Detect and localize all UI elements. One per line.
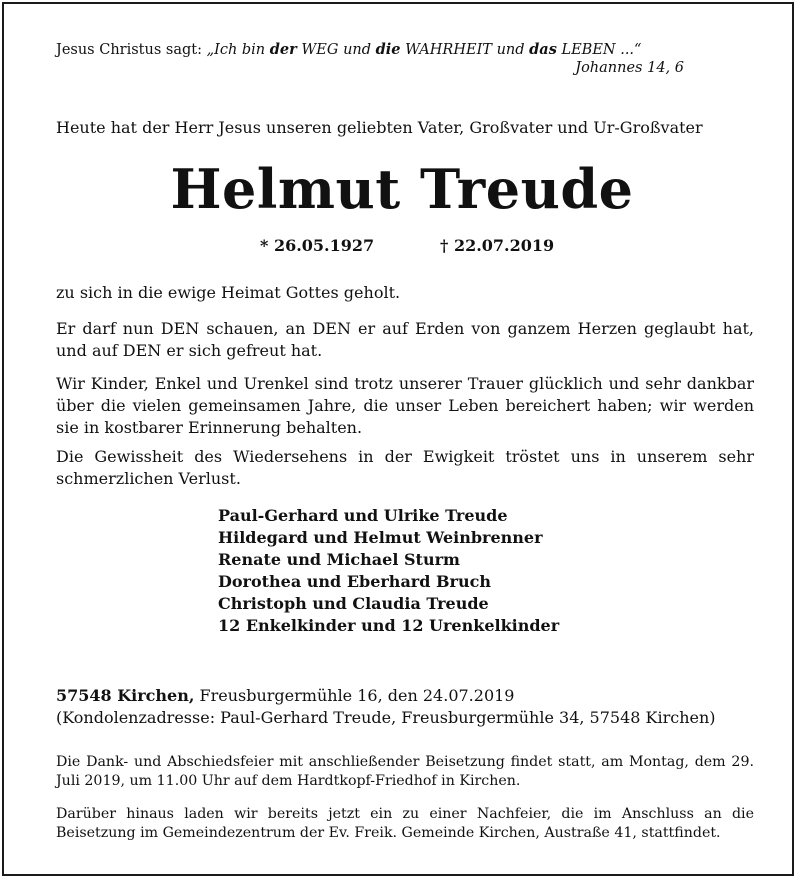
- quote-part3: WAHRHEIT und: [400, 42, 530, 58]
- quote-die: die: [375, 41, 401, 58]
- address-rest: Freusburgermühle 16, den 24.07.2019: [194, 686, 515, 705]
- quote-intro: Jesus Christus sagt:: [56, 42, 207, 58]
- bible-quote: [56, 40, 696, 60]
- quote-das: das: [529, 41, 557, 58]
- address-line: [56, 685, 754, 707]
- quote-der: der: [269, 41, 297, 58]
- deceased-name: Helmut Treude: [170, 157, 634, 221]
- birth-date: * 26.05.1927: [260, 236, 375, 255]
- intro-line: Heute hat der Herr Jesus unseren geliebten Vater, Großvater und Ur-Großvater: [56, 118, 703, 137]
- address-place: 57548 Kirchen,: [56, 686, 195, 705]
- signer: Renate und Michael Sturm: [218, 550, 460, 569]
- ceremony-info: Die Dank- und Abschiedsfeier mit anschließender Beisetzung findet statt, am Montag, dem 29. Juli 2019, um 11.00 Uhr auf dem Hardtkopf-Friedhof in Kirchen.: [56, 754, 754, 789]
- death-date: † 22.07.2019: [440, 236, 555, 255]
- signer: Paul-Gerhard und Ulrike Treude: [218, 506, 508, 525]
- afterparty-info: Darüber hinaus laden wir bereits jetzt ein zu einer Nachfeier, die im Anschluss an die Beisetzung im Gemeindezentrum der Ev. Freik. Gemeinde Kirchen, Austraße 41, stattfindet.: [56, 806, 754, 841]
- condolence-address: (Kondolenzadresse: Paul-Gerhard Treude, Freusburgermühle 34, 57548 Kirchen): [56, 708, 716, 727]
- signer: Christoph und Claudia Treude: [218, 594, 489, 613]
- signer: Dorothea und Eberhard Bruch: [218, 572, 491, 591]
- paragraph-1: zu sich in die ewige Heimat Gottes geholt.: [56, 283, 401, 302]
- obituary-notice: [2, 2, 794, 876]
- quote-part1: „Ich bin: [206, 42, 270, 58]
- paragraph-2: Er darf nun DEN schauen, an DEN er auf Erden von ganzem Herzen geglaubt hat, und auf DEN er sich gefreut hat.: [56, 319, 754, 360]
- signers-list: [218, 505, 559, 637]
- quote-part2: WEG und: [296, 42, 376, 58]
- paragraph-3: Wir Kinder, Enkel und Urenkel sind trotz unserer Trauer glücklich und sehr dankbar über die vielen gemeinsamen Jahre, die unser Leben bereichert haben; wir werden sie in kostbarer Erinnerung behalten.: [56, 374, 754, 437]
- signer: 12 Enkelkinder und 12 Urenkelkinder: [218, 616, 560, 635]
- paragraph-4: Die Gewissheit des Wiedersehens in der Ewigkeit tröstet uns in unserem sehr schmerzlichen Verlust.: [56, 447, 754, 488]
- address-block: [56, 685, 754, 729]
- quote-part4: LEBEN ...“: [556, 42, 642, 58]
- signer: Hildegard und Helmut Weinbrenner: [218, 528, 543, 547]
- quote-verse: Johannes 14, 6: [575, 60, 684, 76]
